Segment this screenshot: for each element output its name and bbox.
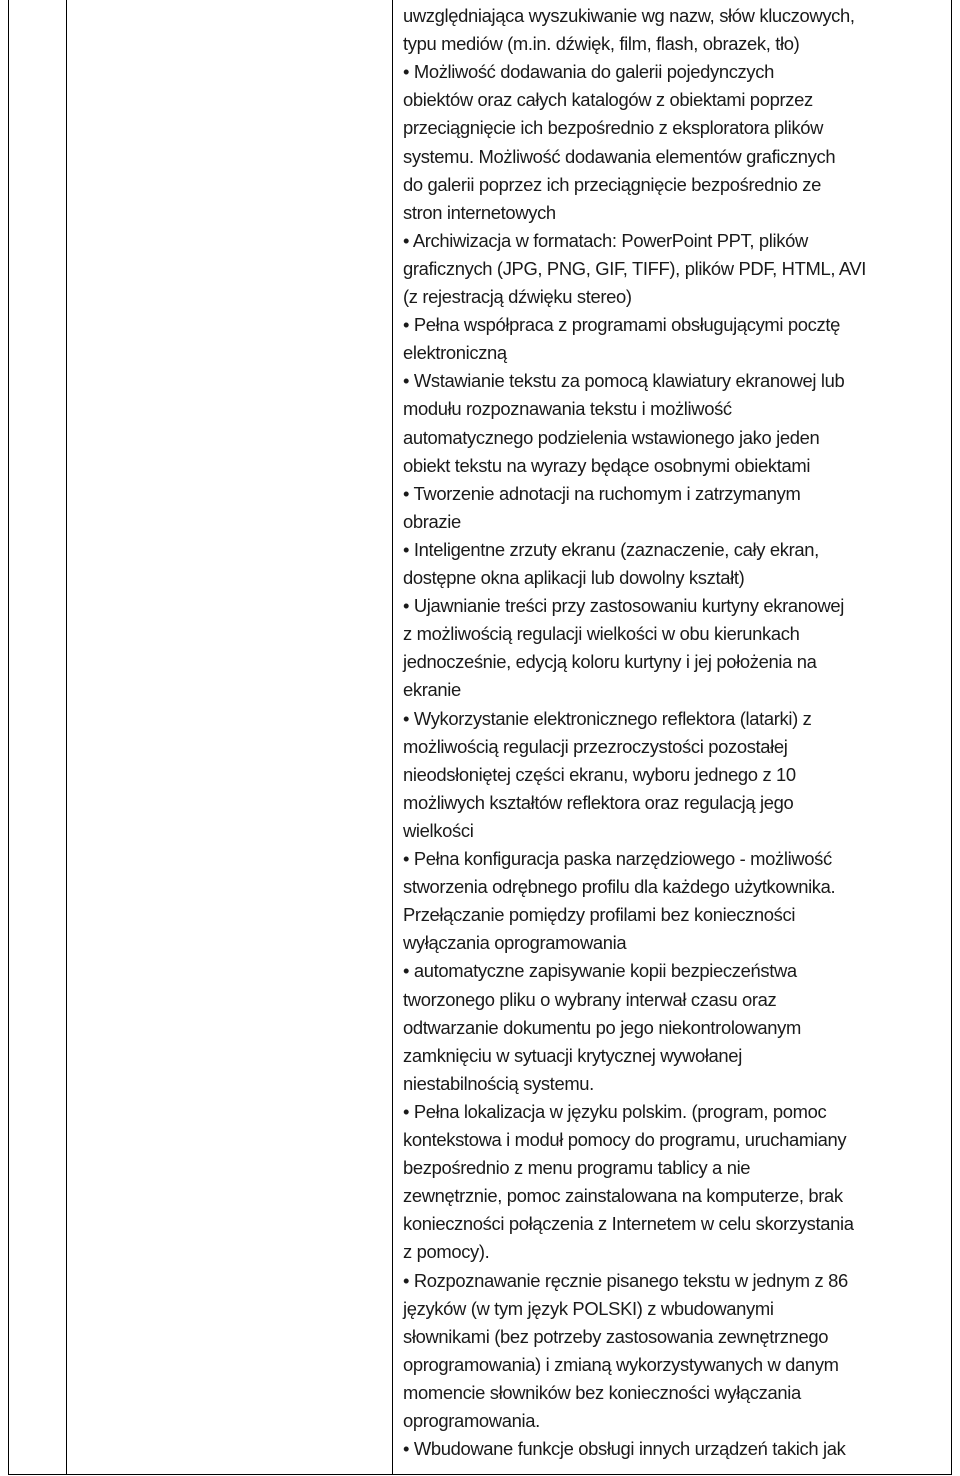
text-line: • Wstawianie tekstu za pomocą klawiatury ekranowej lub bbox=[403, 370, 845, 392]
text-line: oprogramowania. bbox=[403, 1410, 540, 1431]
text-line: dostępne okna aplikacji lub dowolny kształt) bbox=[403, 567, 745, 588]
text-line: odtwarzanie dokumentu po jego niekontrolowanym bbox=[403, 1016, 801, 1038]
text-line: zewnętrznie, pomoc zainstalowana na komputerze, brak bbox=[403, 1185, 843, 1207]
text-line: niestabilnością systemu. bbox=[403, 1072, 594, 1094]
text-line: stworzenia odrębnego profilu dla każdego użytkownika. bbox=[403, 876, 836, 898]
text-line: typu mediów (m.in. dźwięk, film, flash, obrazek, tło) bbox=[403, 33, 800, 55]
text-line: obiektów oraz całych katalogów z obiektami poprzez bbox=[403, 89, 813, 111]
text-line: obiekt tekstu na wyrazy będące osobnymi obiektami bbox=[403, 454, 811, 476]
text-line: ekranie bbox=[403, 679, 461, 701]
text-line: modułu rozpoznawania tekstu i możliwość bbox=[403, 398, 732, 420]
column-divider-2 bbox=[392, 0, 393, 1474]
text-line: • Pełna lokalizacja w języku polskim. (program, pomoc bbox=[403, 1100, 827, 1122]
text-line: jednocześnie, edycją koloru kurtyny i jej położenia na bbox=[403, 651, 817, 673]
text-line: elektroniczną bbox=[403, 342, 507, 364]
text-line: stron internetowych bbox=[403, 201, 556, 223]
text-line: • Ujawnianie treści przy zastosowaniu kurtyny ekranowej bbox=[403, 595, 845, 617]
text-line: wyłączania oprogramowania bbox=[403, 932, 627, 954]
text-line: obrazie bbox=[403, 510, 461, 532]
text-line: • Archiwizacja w formatach: PowerPoint PPT, plików bbox=[403, 229, 808, 251]
text-line: automatycznego podzielenia wstawionego jako jeden bbox=[403, 426, 820, 448]
text-line: przeciągnięcie ich bezpośrednio z eksploratora plików bbox=[403, 117, 823, 139]
text-line: Przełączanie pomiędzy profilami bez konieczności bbox=[403, 904, 796, 926]
text-line: wielkości bbox=[403, 819, 474, 841]
text-line: konieczności połączenia z Internetem w celu skorzystania bbox=[403, 1213, 854, 1235]
column-divider-1 bbox=[66, 0, 67, 1474]
text-line: uwzględniająca wyszukiwanie wg nazw, słów kluczowych, bbox=[403, 5, 855, 26]
text-line: z pomocy). bbox=[403, 1241, 490, 1263]
text-line: • Pełna konfiguracja paska narzędziowego - możliwość bbox=[403, 848, 832, 869]
text-line: możliwością regulacji przezroczystości pozostałej bbox=[403, 735, 788, 757]
text-line: z możliwością regulacji wielkości w obu kierunkach bbox=[403, 623, 800, 645]
text-line: • Pełna współpraca z programami obsługującymi pocztę bbox=[403, 314, 840, 336]
text-line: tworzonego pliku o wybrany interwał czasu oraz bbox=[403, 988, 777, 1010]
text-line: • Możliwość dodawania do galerii pojedynczych bbox=[403, 61, 774, 83]
text-line: • Wbudowane funkcje obsługi innych urządzeń takich jak bbox=[403, 1438, 846, 1460]
text-line: do galerii poprzez ich przeciągnięcie bezpośrednio ze bbox=[403, 173, 821, 195]
text-line: bezpośrednio z menu programu tablicy a nie bbox=[403, 1157, 751, 1179]
text-line: kontekstowa i moduł pomocy do programu, uruchamiany bbox=[403, 1129, 847, 1150]
text-line: • automatyczne zapisywanie kopii bezpieczeństwa bbox=[403, 960, 797, 982]
text-line: słownikami (bez potrzeby zastosowania zewnętrznego bbox=[403, 1325, 829, 1347]
text-line: • Inteligentne zrzuty ekranu (zaznaczenie, cały ekran, bbox=[403, 538, 819, 560]
text-line: oprogramowania) i zmianą wykorzystywanych w danym bbox=[403, 1353, 839, 1375]
text-line: momencie słowników bez konieczności wyłączania bbox=[403, 1381, 801, 1403]
text-line: • Tworzenie adnotacji na ruchomym i zatrzymanym bbox=[403, 482, 801, 504]
text-line: języków (w tym język POLSKI) z wbudowanymi bbox=[403, 1297, 774, 1319]
text-line: • Wykorzystanie elektronicznego reflektora (latarki) z bbox=[403, 707, 812, 729]
text-line: zamknięciu w sytuacji krytycznej wywołanej bbox=[403, 1044, 742, 1066]
text-line: • Rozpoznawanie ręcznie pisanego tekstu w jednym z 86 bbox=[403, 1269, 848, 1291]
text-line: (z rejestracją dźwięku stereo) bbox=[403, 286, 632, 307]
text-line: nieodsłoniętej części ekranu, wyboru jednego z 10 bbox=[403, 763, 796, 785]
text-line: systemu. Możliwość dodawania elementów graficznych bbox=[403, 145, 836, 167]
text-line: możliwych kształtów reflektora oraz regulacją jego bbox=[403, 791, 794, 813]
text-line: graficznych (JPG, PNG, GIF, TIFF), plików PDF, HTML, AVI bbox=[403, 257, 867, 279]
